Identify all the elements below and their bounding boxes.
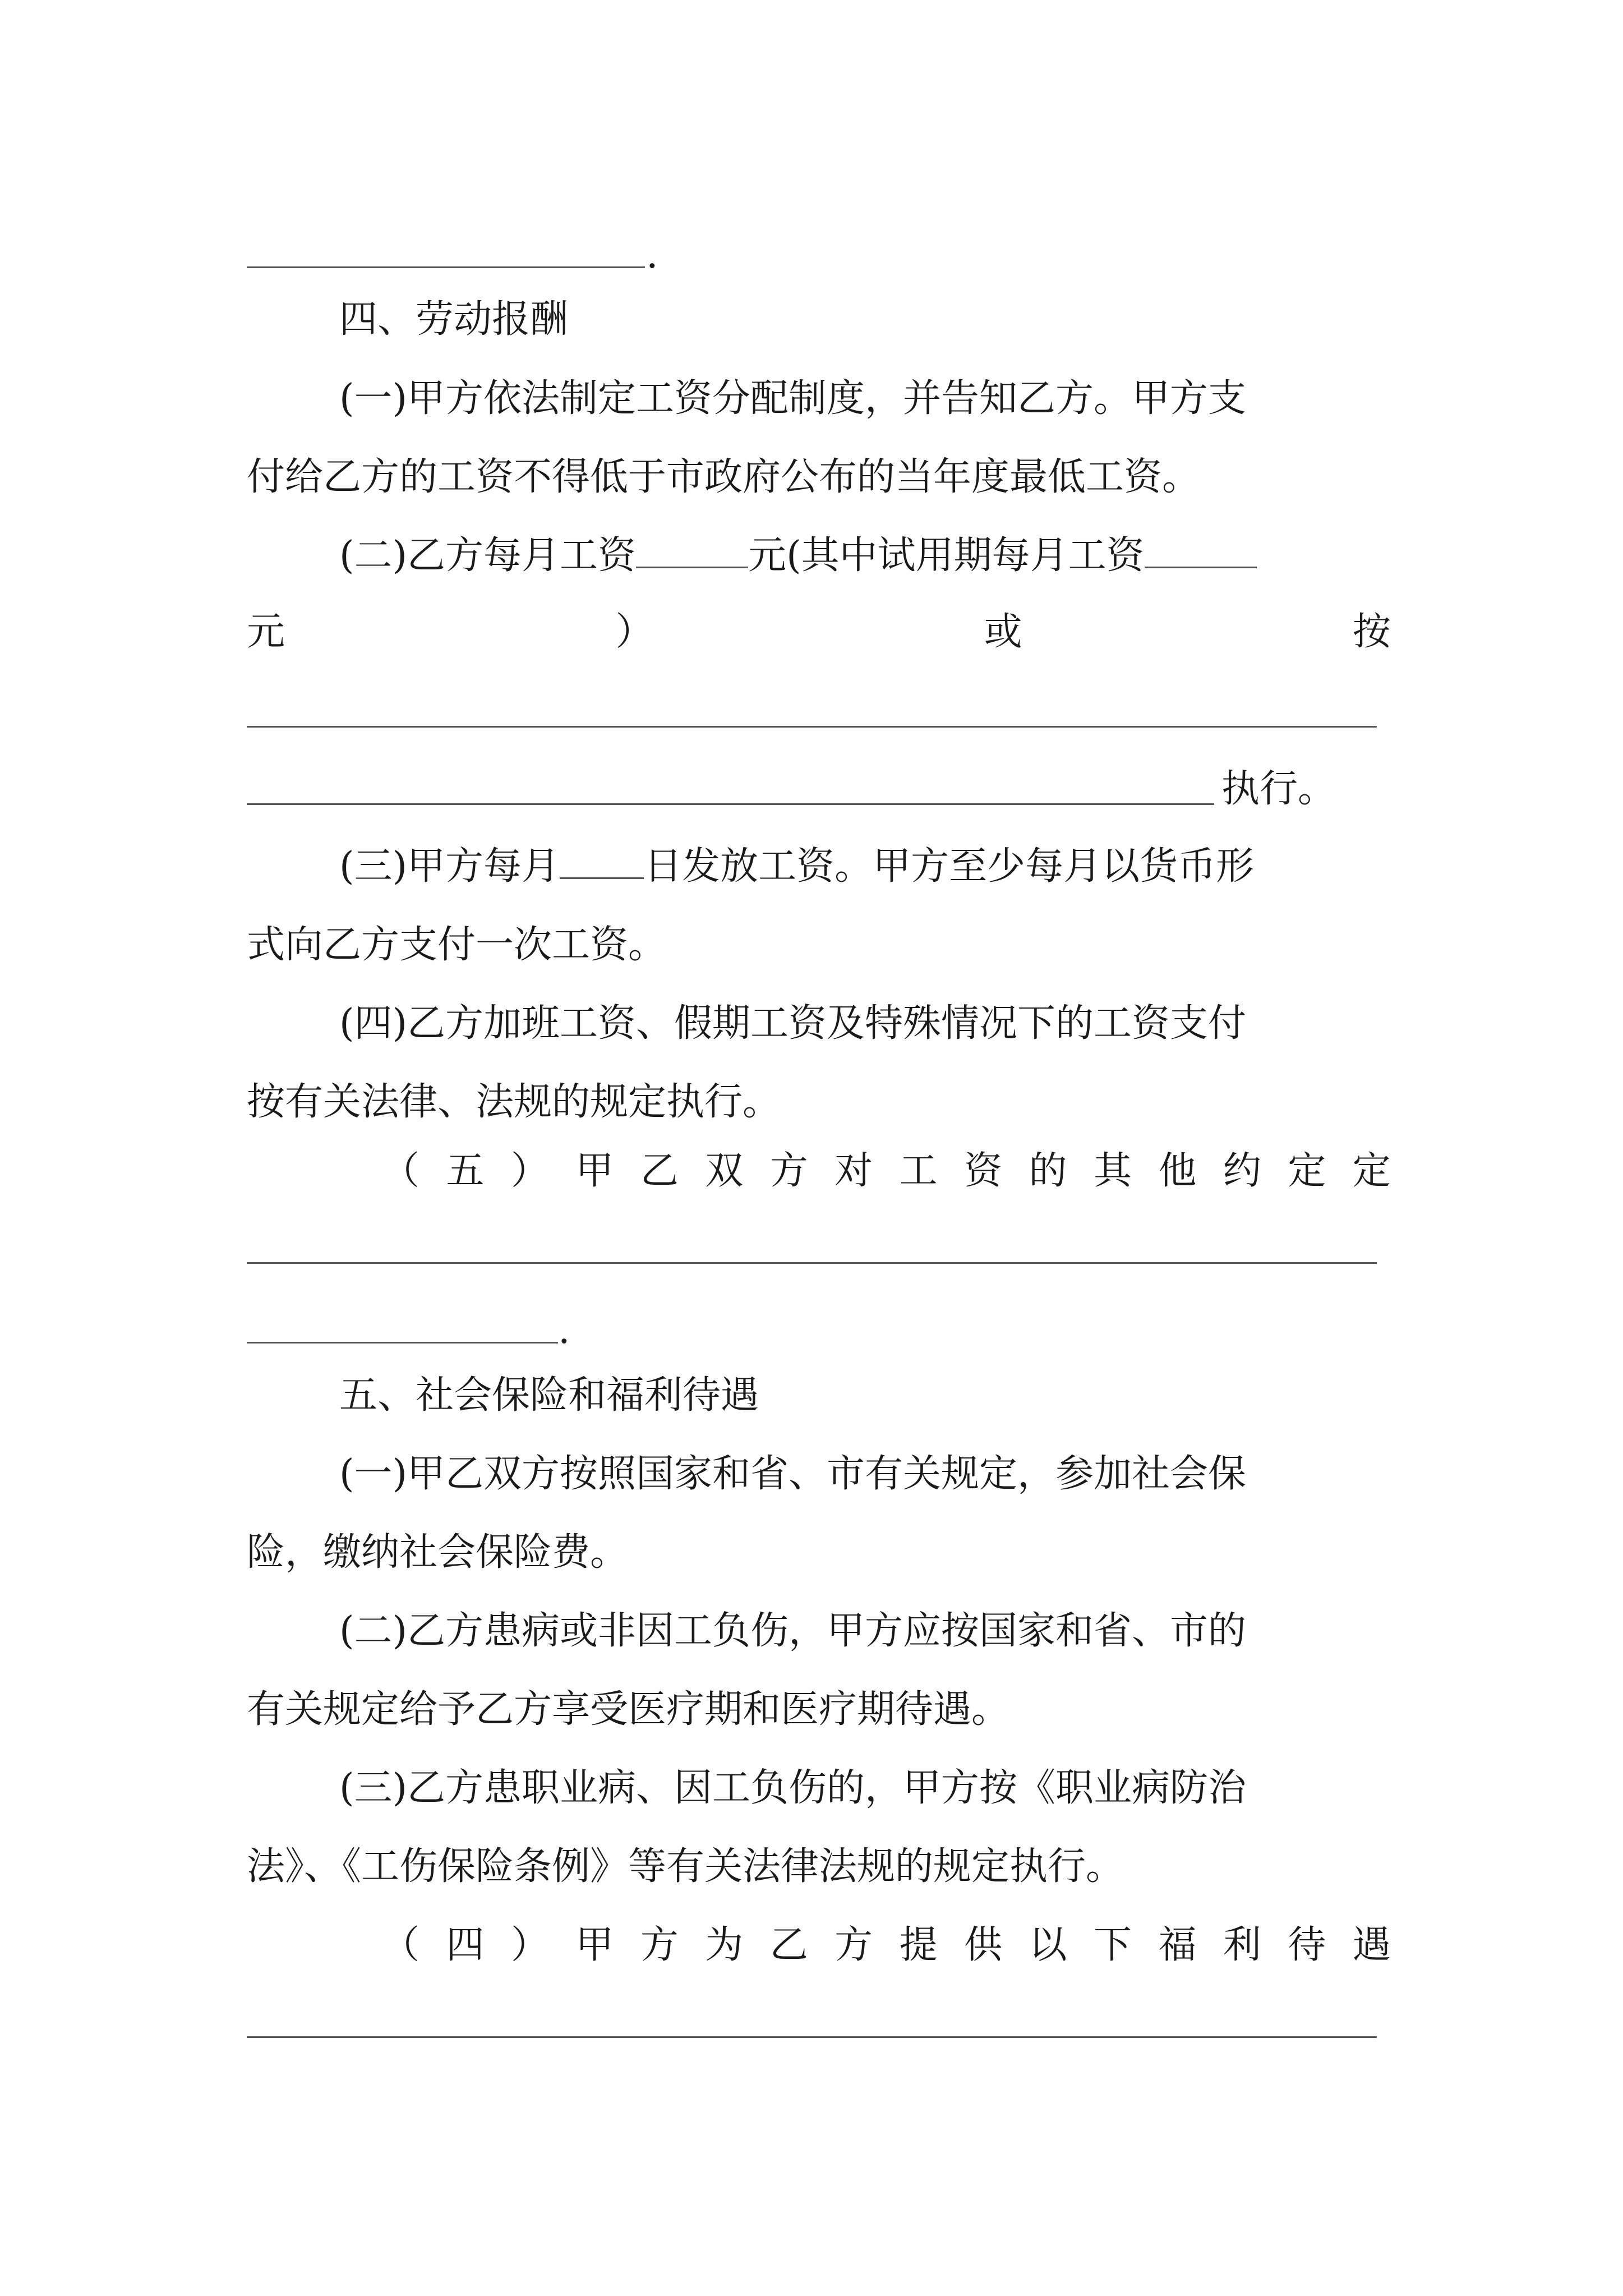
char: 对: [834, 1149, 873, 1193]
char: 甲: [575, 1149, 614, 1193]
char: 利: [1223, 1923, 1261, 1967]
word: 按: [1352, 610, 1391, 654]
char: 遇: [1352, 1923, 1391, 1967]
section-heading-4: 四、劳动报酬: [339, 297, 569, 342]
blank-line-5-4: [247, 2036, 1377, 2038]
section-heading-5: 五、社会保险和福利待遇: [339, 1373, 759, 1418]
clause-5-3-line1: (三)乙方患职业病、因工负伤的，甲方按《职业病防治: [339, 1766, 1247, 1810]
blank-line-top: [247, 266, 645, 268]
char: 约: [1223, 1149, 1261, 1193]
char: 他: [1158, 1149, 1197, 1193]
char: 下: [1093, 1923, 1132, 1967]
char: 方: [834, 1923, 873, 1967]
char: 资: [964, 1149, 1003, 1193]
char: 福: [1158, 1923, 1197, 1967]
clause-5-4-line1: [381, 1920, 1391, 1971]
clause-5-3-line2: 法》、《工伤保险条例》等有关法律法规的规定执行。: [247, 1844, 1124, 1889]
clause-4-1-line1: (一)甲方依法制定工资分配制度，并告知乙方。甲方支: [339, 376, 1247, 421]
char: （: [381, 1923, 420, 1967]
clause-4-1-line2: 付给乙方的工资不得低于市政府公布的当年度最低工资。: [247, 455, 1201, 499]
clause-4-4-line2: 按有关法律、法规的规定执行。: [247, 1080, 781, 1124]
clause-4-3-line1: [339, 841, 1391, 892]
monthly-wage-blank: [636, 533, 748, 568]
char: 双: [705, 1149, 744, 1193]
char: 方: [769, 1149, 808, 1193]
pay-day-blank: [560, 844, 644, 879]
char: 甲: [575, 1923, 614, 1967]
period: .: [646, 233, 658, 277]
clause-5-2-line1: (二)乙方患病或非因工负伤，甲方应按国家和省、市的: [339, 1609, 1247, 1653]
char: 的: [1029, 1149, 1067, 1193]
char: 乙: [640, 1149, 679, 1193]
char: ）: [510, 1149, 549, 1193]
clause-5-1-line1: (一)甲乙双方按照国家和省、市有关规定，参加社会保: [339, 1452, 1247, 1496]
char: 提: [899, 1923, 938, 1967]
char: （: [381, 1149, 420, 1193]
probation-wage-blank: [1145, 533, 1257, 568]
clause-4-3-line2: 式向乙方支付一次工资。: [247, 923, 667, 967]
blank-line-4-2-b: [247, 803, 1214, 805]
word: ）: [615, 610, 654, 654]
clause-5-1-line2: 险，缴纳社会保险费。: [247, 1530, 629, 1575]
word: 或: [984, 610, 1022, 654]
word: 元: [247, 610, 285, 654]
period: .: [558, 1308, 570, 1352]
clause-4-2-text-b: 元(其中试用期每月工资: [748, 533, 1145, 578]
blank-line-4-2-a: [247, 726, 1377, 728]
clause-4-3-text-b: 日发放工资。甲方至少每月以货币形: [644, 844, 1255, 889]
clause-4-2-end: 执行。: [1221, 767, 1336, 811]
char: 工: [899, 1149, 938, 1193]
char: 以: [1029, 1923, 1067, 1967]
clause-4-4-line1: (四)乙方加班工资、假期工资及特殊情况下的工资支付: [339, 1001, 1247, 1046]
char: 方: [640, 1923, 679, 1967]
char: ）: [510, 1923, 549, 1967]
blank-line-4-5-a: [247, 1262, 1377, 1264]
clause-4-2-line1: [339, 531, 1391, 581]
char: 乙: [769, 1923, 808, 1967]
clause-4-2-line2: [247, 607, 1391, 657]
char: 定: [1352, 1149, 1391, 1193]
char: 供: [964, 1923, 1003, 1967]
clause-5-2-line2: 有关规定给予乙方享受医疗期和医疗期待遇。: [247, 1687, 1010, 1732]
clause-4-5-line1: [381, 1146, 1391, 1197]
clause-4-3-text-a: (三)甲方每月: [339, 844, 560, 889]
char: 四: [446, 1923, 485, 1967]
char: 其: [1093, 1149, 1132, 1193]
clause-4-2-text-a: (二)乙方每月工资: [339, 533, 637, 578]
char: 待: [1288, 1923, 1326, 1967]
blank-line-4-5-b: [247, 1342, 558, 1343]
char: 为: [705, 1923, 744, 1967]
char: 定: [1288, 1149, 1326, 1193]
char: 五: [446, 1149, 485, 1193]
